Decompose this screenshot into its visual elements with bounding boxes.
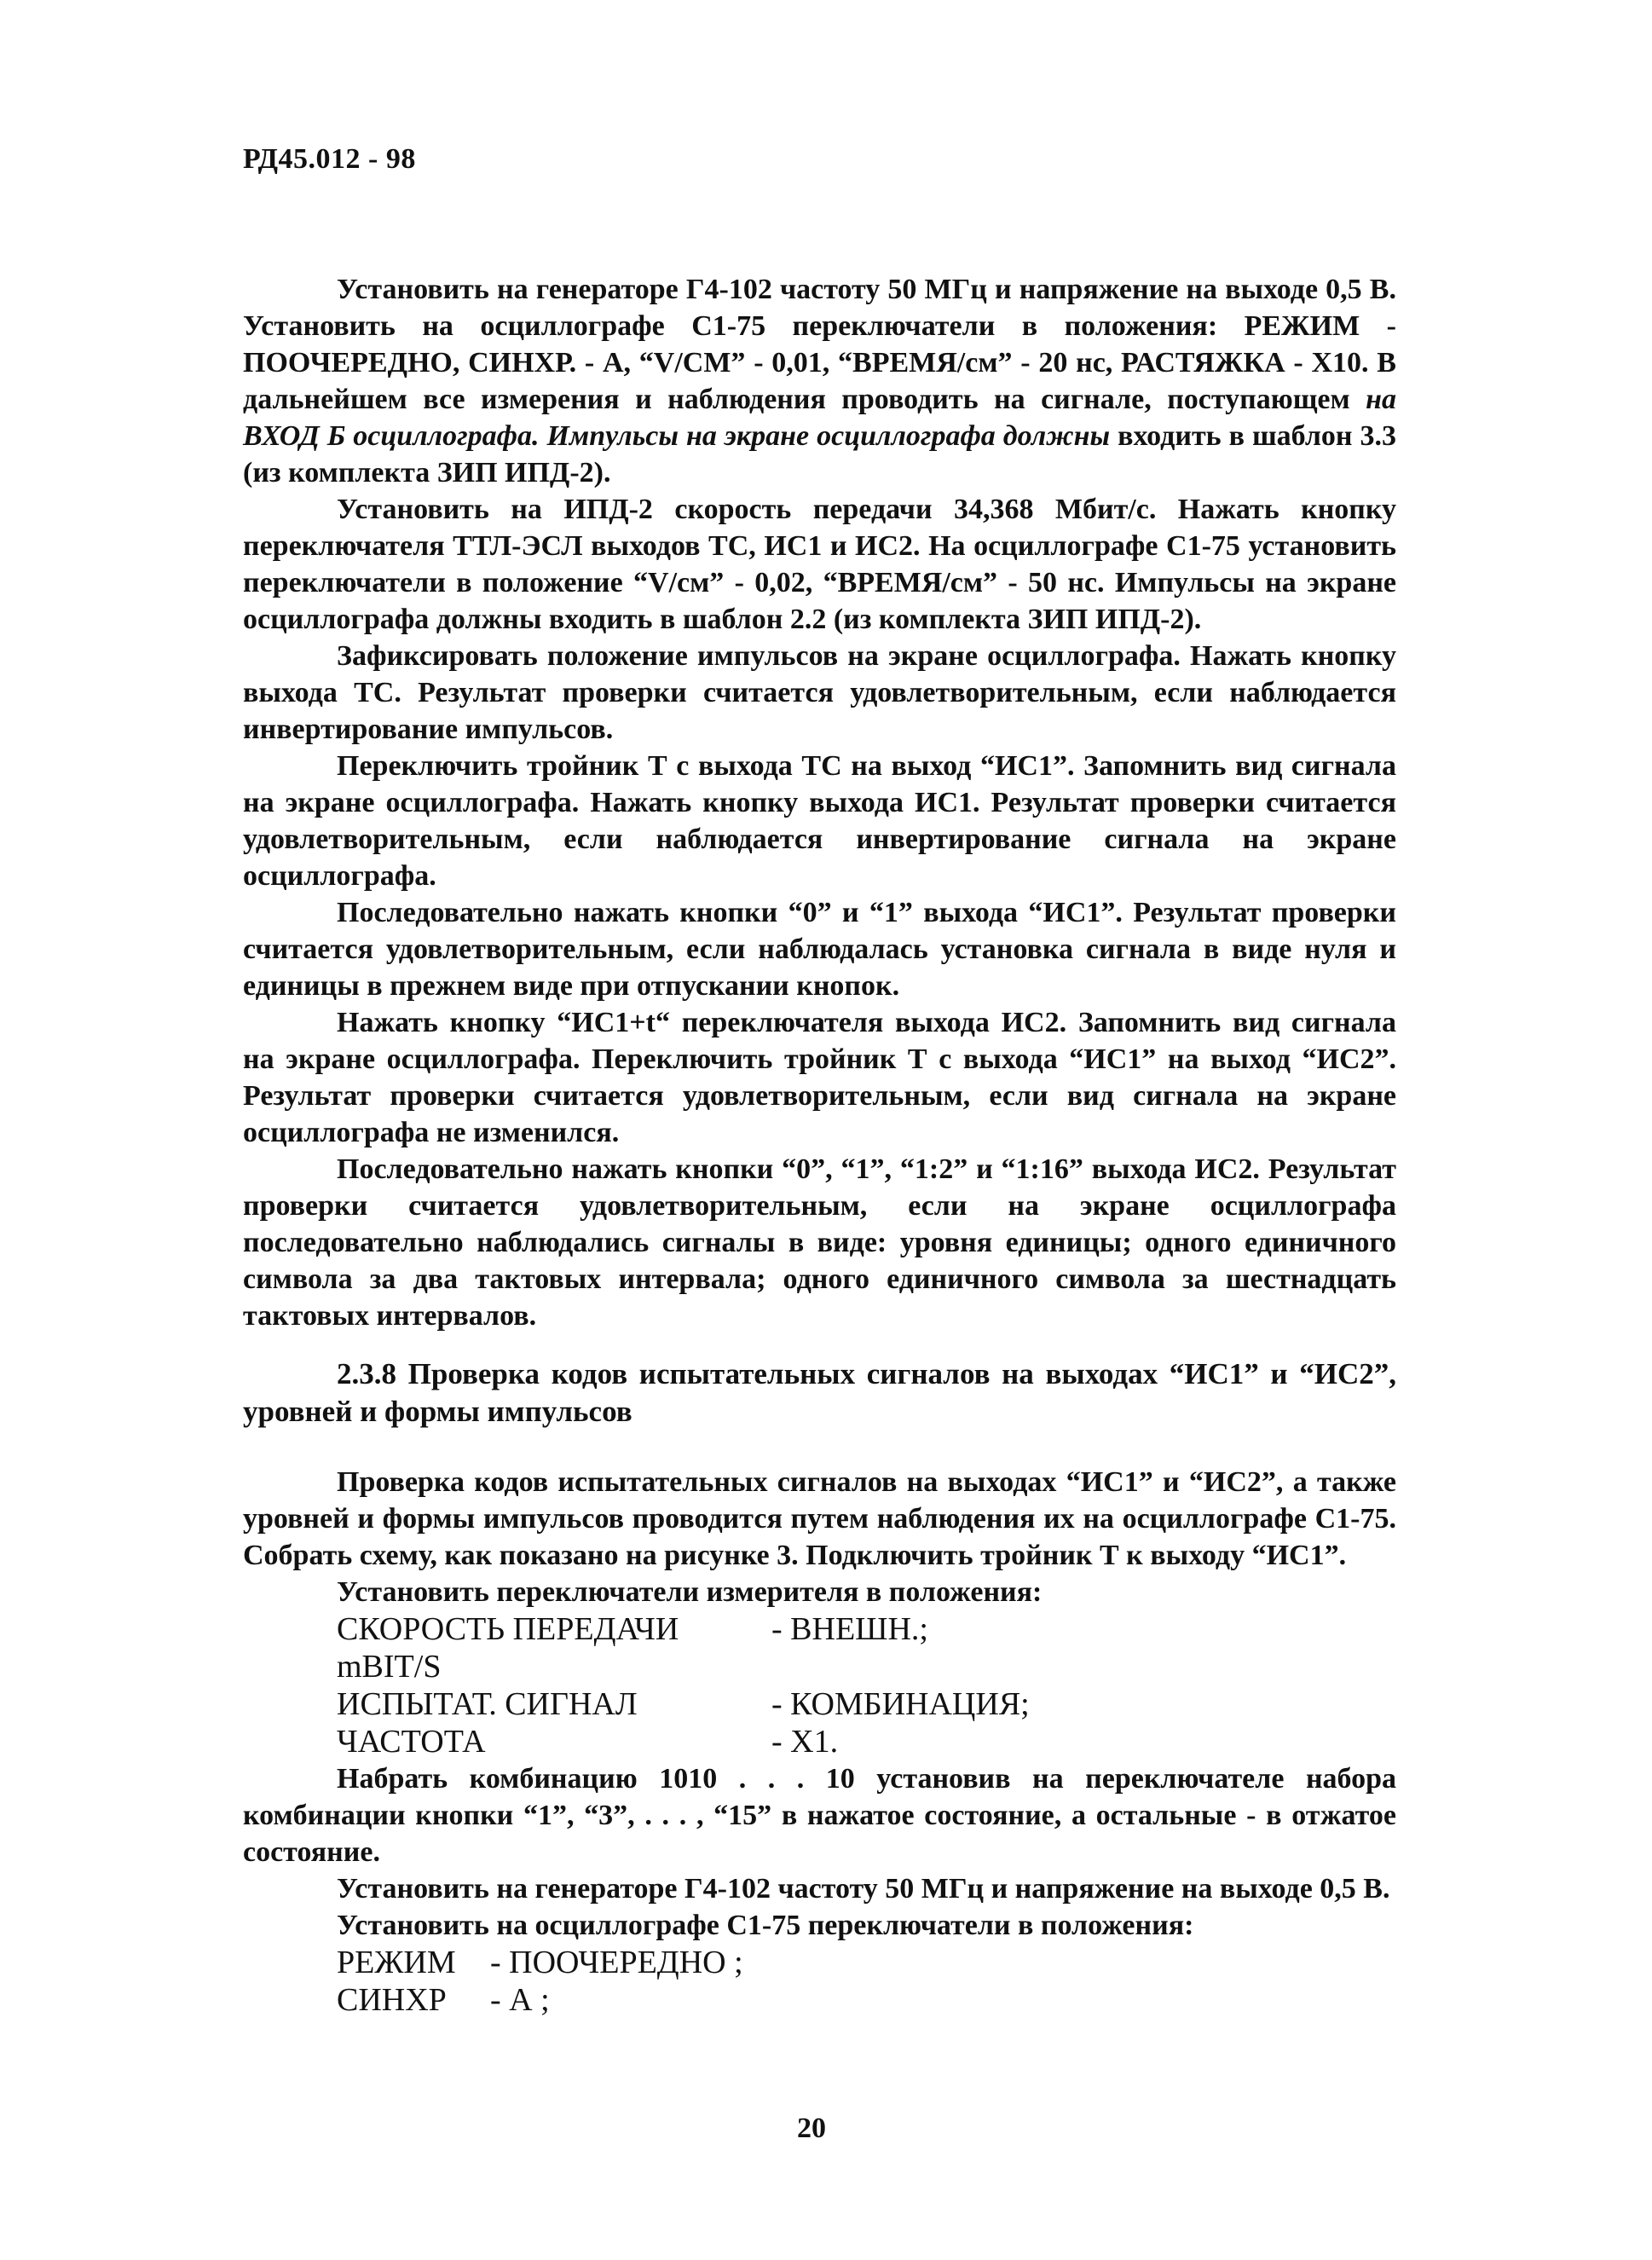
setting-key: СИНХР	[337, 1982, 447, 2018]
paragraph-combination: Набрать комбинацию 1010 . . . 10 установив на переключателе набора комбинации кнопки “1”, “3”, . . . , “15” в нажатое состояние, а остальные - в отжатое состояние.	[243, 1763, 1396, 1868]
setting-row	[243, 1944, 1396, 1981]
paragraph-generator-50mhz: Установить на генераторе Г4-102 частоту 50 МГц и напряжение на выходе 0,5 В.	[337, 1873, 1390, 1905]
paragraph-set-switches: Установить переключатели измерителя в положения:	[337, 1576, 1043, 1608]
paragraph-buttons-0-1: Последовательно нажать кнопки “0” и “1” выхода “ИС1”. Результат проверки считается удовлетворительным, если наблюдалась установка сигнала в виде нуля и единицы в прежнем виде при отпускании кнопок.	[243, 897, 1396, 1002]
setting-row	[243, 1981, 1396, 2019]
setting-value: - ВНЕШН.;	[771, 1611, 928, 1647]
paragraph-italic-text: на ВХОД Б осциллографа. Импульсы на экране осциллографа должны	[243, 384, 1396, 452]
setting-row	[243, 1685, 1396, 1723]
paragraph-text: входить в шаблон 3.3 (из комплекта ЗИП ИПД-2).	[243, 420, 1396, 488]
setting-key: РЕЖИМ	[337, 1945, 456, 1980]
setting-value: - А ;	[490, 1982, 550, 2018]
paragraph-generator-setup	[243, 271, 1396, 491]
setting-row	[243, 1610, 1396, 1685]
document-code: РД45.012 - 98	[243, 143, 416, 175]
paragraph-ipd-speed: Установить на ИПД-2 скорость передачи 34,368 Мбит/с. Нажать кнопку переключателя ТТЛ-ЭСЛ выходов ТС, ИС1 и ИС2. На осциллографе С1-75 установить переключатели в положение “V/см” - 0,02, “ВРЕМЯ/см” - 50 нс. Импульсы на экране осциллографа должны входить в шаблон 2.2 (из комплекта ЗИП ИПД-2).	[243, 494, 1396, 635]
paragraph-text: Установить на генераторе Г4-102 частоту 50 МГц и напряжение на выходе 0,5 В. Установить на осциллографе С1-75 переключатели в положения:	[243, 274, 1396, 342]
setting-key: ЧАСТОТА	[337, 1724, 486, 1760]
paragraph-oscilloscope-switches: Установить на осциллографе С1-75 переключатели в положения:	[337, 1910, 1194, 1941]
body-block-2	[243, 1464, 1396, 2019]
setting-key: ИСПЫТАТ. СИГНАЛ	[337, 1686, 638, 1722]
paragraph-text: РЕЖИМ - ПООЧЕРЕДНО, СИНХР. - А, “V/CM” - 0,01, “ВРЕМЯ/см” - 20 нс, РАСТЯЖКА - Х10. В дальнейшем все измерения и наблюдения проводить на сигнале, поступающем	[243, 310, 1396, 415]
setting-value: - КОМБИНАЦИЯ;	[771, 1686, 1030, 1722]
setting-value: - ПООЧЕРЕДНО ;	[490, 1945, 743, 1980]
paragraph-codes-check: Проверка кодов испытательных сигналов на выходах “ИС1” и “ИС2”, а также уровней и формы импульсов проводится путем наблюдения их на осциллографе С1-75. Собрать схему, как показано на рисунке 3. Подключить тройник Т к выходу “ИС1”.	[243, 1466, 1396, 1571]
paragraph-buttons-is2: Последовательно нажать кнопки “0”, “1”, “1:2” и “1:16” выхода ИС2. Результат проверки считается удовлетворительным, если на экране осциллографа последовательно наблюдались сигналы в виде: уровня единицы; одного единичного символа за два тактовых интервала; одного единичного символа за шестнадцать тактовых интервалов.	[243, 1153, 1396, 1332]
paragraph-fix-impulses: Зафиксировать положение импульсов на экране осциллографа. Нажать кнопку выхода ТС. Результат проверки считается удовлетворительным, если наблюдается инвертирование импульсов.	[243, 640, 1396, 745]
page-number: 20	[797, 2113, 826, 2144]
paragraph-is1t-button: Нажать кнопку “ИС1+t“ переключателя выхода ИС2. Запомнить вид сигнала на экране осциллографа. Переключить тройник Т с выхода “ИС1” на выход “ИС2”. Результат проверки считается удовлетворительным, если вид сигнала на экране осциллографа не изменился.	[243, 1007, 1396, 1148]
paragraph-switch-tee: Переключить тройник Т с выхода ТС на выход “ИС1”. Запомнить вид сигнала на экране осциллографа. Нажать кнопку выхода ИС1. Результат проверки считается удовлетворительным, если наблюдается инвертирование сигнала на экране осциллографа.	[243, 750, 1396, 892]
setting-key: СКОРОСТЬ ПЕРЕДАЧИ mBIT/S	[337, 1611, 679, 1685]
setting-value: - Х1.	[771, 1724, 839, 1760]
body-block-1	[243, 271, 1396, 1334]
section-heading-2-3-8: 2.3.8 Проверка кодов испытательных сигналов на выходах “ИС1” и “ИС2”, уровней и формы импульсов	[243, 1357, 1396, 1428]
setting-row	[243, 1723, 1396, 1760]
